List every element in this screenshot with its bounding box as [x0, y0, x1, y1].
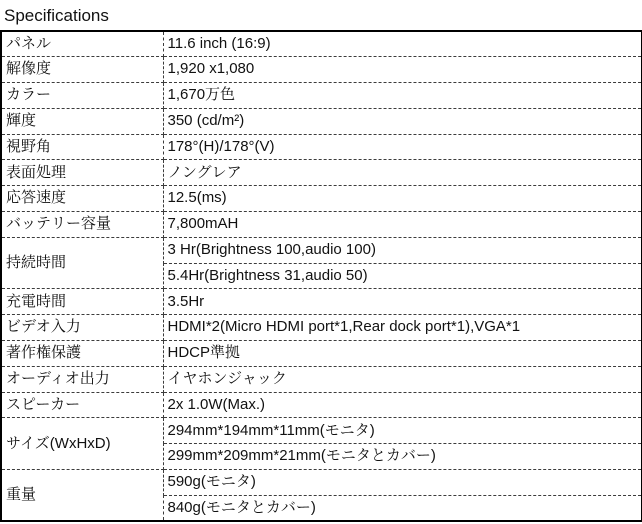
spec-row — [1, 212, 642, 238]
spec-row — [1, 470, 642, 496]
spec-label-cell: 輝度 — [1, 108, 163, 134]
spec-value-cell: 5.4Hr(Brightness 31,audio 50) — [163, 263, 642, 289]
spec-label-cell: パネル — [1, 31, 163, 57]
page-title: Specifications — [4, 6, 109, 25]
spec-row — [1, 418, 642, 444]
spec-value-cell: HDMI*2(Micro HDMI port*1,Rear dock port*1),VGA*1 — [163, 315, 642, 341]
spec-row — [1, 57, 642, 83]
spec-row — [1, 134, 642, 160]
spec-row — [1, 237, 642, 263]
spec-label-cell: 著作権保護 — [1, 341, 163, 367]
spec-label-cell: カラー — [1, 83, 163, 109]
spec-label-cell: 視野角 — [1, 134, 163, 160]
spec-value-cell: 3 Hr(Brightness 100,audio 100) — [163, 237, 642, 263]
spec-row — [1, 289, 642, 315]
spec-row — [1, 366, 642, 392]
spec-value-cell: 12.5(ms) — [163, 186, 642, 212]
specifications-table-body — [1, 31, 642, 521]
spec-value-cell: 11.6 inch (16:9) — [163, 31, 642, 57]
spec-row — [1, 392, 642, 418]
spec-label-cell: 重量 — [1, 470, 163, 522]
specifications-table — [0, 30, 642, 522]
spec-label-cell: ビデオ入力 — [1, 315, 163, 341]
spec-row — [1, 315, 642, 341]
spec-label-cell: 解像度 — [1, 57, 163, 83]
spec-value-cell: 840g(モニタとカバー) — [163, 495, 642, 521]
spec-label-cell: 充電時間 — [1, 289, 163, 315]
spec-row — [1, 160, 642, 186]
spec-value-cell: 299mm*209mm*21mm(モニタとカバー) — [163, 444, 642, 470]
spec-label-cell: 持続時間 — [1, 237, 163, 289]
spec-label-cell: サイズ(WxHxD) — [1, 418, 163, 470]
spec-value-cell: 1,920 x1,080 — [163, 57, 642, 83]
spec-value-cell: 7,800mAH — [163, 212, 642, 238]
spec-label-cell: スピーカー — [1, 392, 163, 418]
spec-row — [1, 31, 642, 57]
spec-value-cell: 3.5Hr — [163, 289, 642, 315]
spec-value-cell: ノングレア — [163, 160, 642, 186]
spec-label-cell: バッテリー容量 — [1, 212, 163, 238]
spec-value-cell: 350 (cd/m²) — [163, 108, 642, 134]
spec-value-cell: 2x 1.0W(Max.) — [163, 392, 642, 418]
spec-label-cell: オーディオ出力 — [1, 366, 163, 392]
spec-label-cell: 応答速度 — [1, 186, 163, 212]
spec-value-cell: HDCP準拠 — [163, 341, 642, 367]
spec-value-cell: 590g(モニタ) — [163, 470, 642, 496]
spec-value-cell: 178°(H)/178°(V) — [163, 134, 642, 160]
spec-value-cell: 294mm*194mm*11mm(モニタ) — [163, 418, 642, 444]
spec-row — [1, 108, 642, 134]
spec-label-cell: 表面処理 — [1, 160, 163, 186]
spec-row — [1, 186, 642, 212]
spec-value-cell: イヤホンジャック — [163, 366, 642, 392]
spec-value-cell: 1,670万色 — [163, 83, 642, 109]
spec-row — [1, 83, 642, 109]
spec-row — [1, 341, 642, 367]
